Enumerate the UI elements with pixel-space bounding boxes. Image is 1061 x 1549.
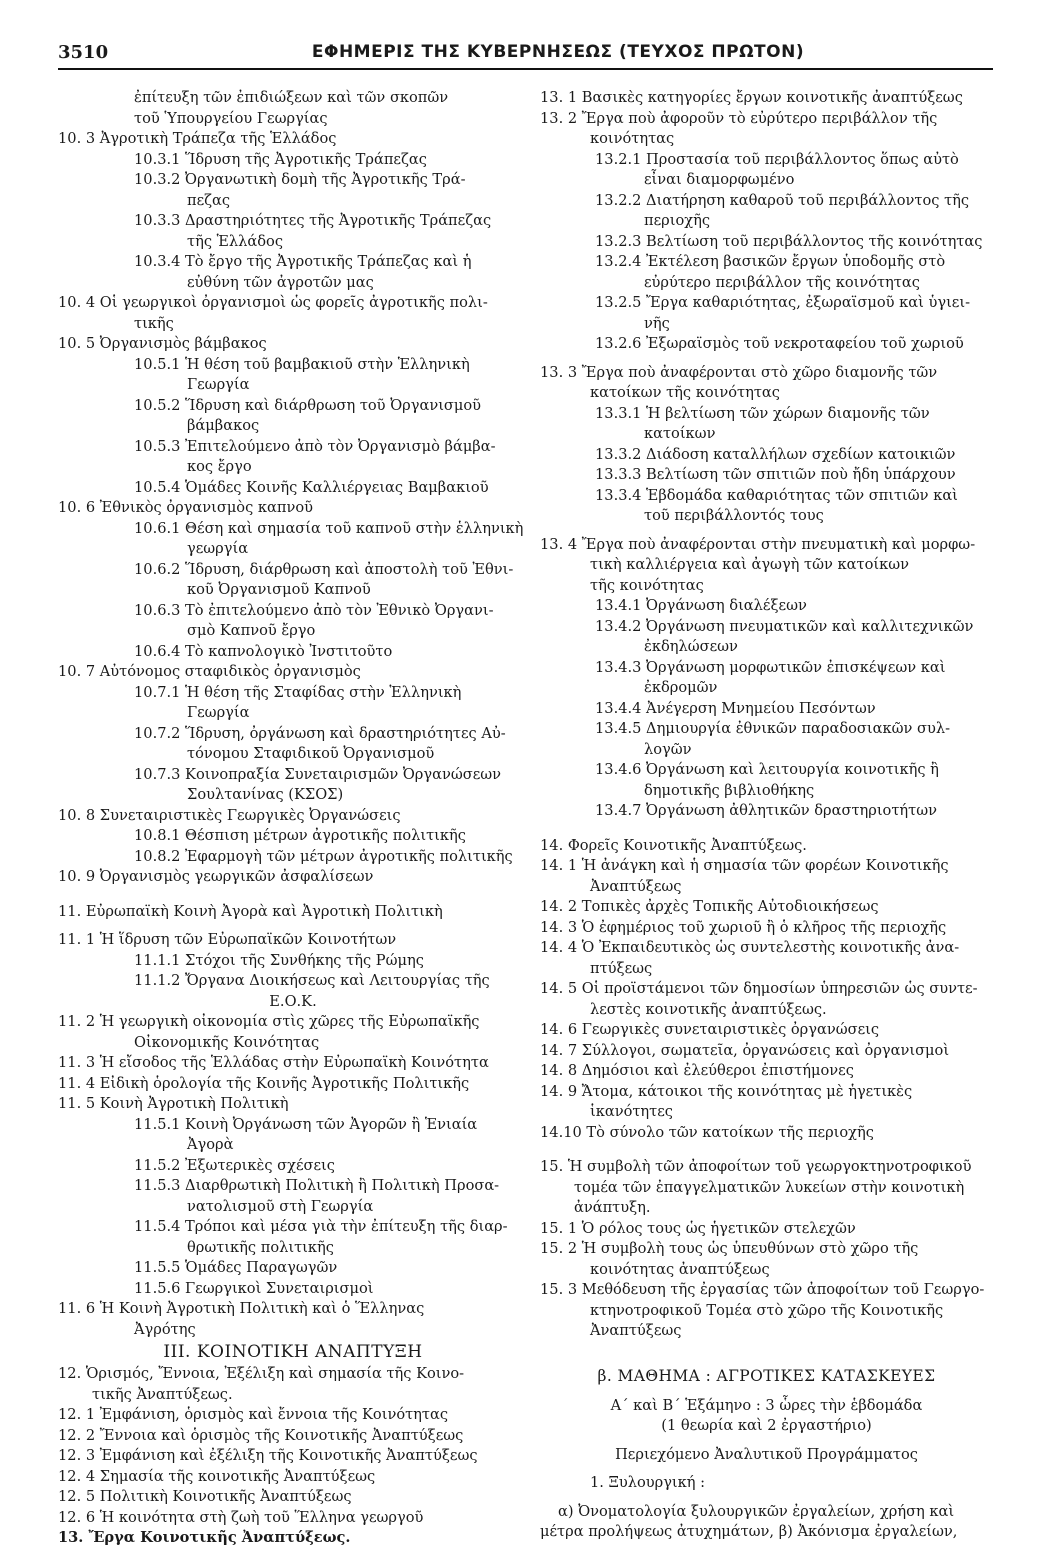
toc-line: 10. 6 Ἐθνικὸς ὀργανισμὸς καπνοῦ xyxy=(58,499,313,516)
toc-line: 10.6.2 Ἵδρυση, διάρθρωση καὶ ἀποστολὴ τοῦ Ἐθνι- xyxy=(134,560,514,578)
toc-line: 13.2.2 Διατήρηση καθαροῦ τοῦ περιβάλλοντος τῆς xyxy=(595,191,970,209)
toc-line: 14. 3 Ὁ ἐφημέριος τοῦ χωριοῦ ἢ ὁ κλῆρος τῆς περιοχῆς xyxy=(540,918,947,936)
running-title: ΕΦΗΜΕΡΙΣ ΤΗΣ ΚΥΒΕΡΝΗΣΕΩΣ (ΤΕΥΧΟΣ ΠΡΩΤΟΝ) xyxy=(311,42,805,62)
toc-line: 13.4.1 Ὀργάνωση διαλέξεων xyxy=(595,597,807,614)
toc-line: πτύξεως xyxy=(590,959,653,977)
toc-line: τῆς κοινότητας xyxy=(590,576,704,594)
toc-line: 10. 4 Οἱ γεωργικοὶ ὀργανισμοὶ ὡς φορεῖς ἀγροτικῆς πολι- xyxy=(58,294,488,311)
toc-line: 12. 3 Ἐμφάνιση καὶ ἐξέλιξη τῆς Κοινοτικῆς Ἀναπτύξεως xyxy=(58,1447,478,1464)
toc-line: εὐθύνη τῶν ἀγροτῶν μας xyxy=(187,273,374,291)
toc-line: 14. 7 Σύλλογοι, σωματεῖα, ὀργανώσεις καὶ ὀργανισμοὶ xyxy=(540,1041,950,1059)
syllabus-text: α) Ὀνοματολογία ξυλουργικῶν ἐργαλείων, χρήση καὶ xyxy=(558,1502,955,1520)
toc-line: 13.2.1 Προστασία τοῦ περιβάλλοντος ὅπως αὐτὸ xyxy=(595,150,959,168)
toc-line: 10. 5 Ὀργανισμὸς βάμβακος xyxy=(58,335,267,352)
toc-line: 13.4.5 Δημιουργία ἐθνικῶν παραδοσιακῶν συλ- xyxy=(595,720,951,737)
page-number: 3510 xyxy=(58,42,109,63)
toc-line: Γεωργία xyxy=(187,376,250,393)
toc-line: 13. 2 Ἔργα ποὺ ἀφοροῦν τὸ εὐρύτερο περιβάλλον τῆς xyxy=(540,109,938,127)
toc-line: 14.10 Τὸ σύνολο τῶν κατοίκων τῆς περιοχῆς xyxy=(540,1123,874,1141)
toc-line: ἀνάπτυξη. xyxy=(574,1199,651,1216)
toc-line: 10.3.3 Δραστηριότητες τῆς Ἀγροτικῆς Τράπεζας xyxy=(134,212,492,229)
toc-line: 14. 1 Ἡ ἀνάγκη καὶ ἡ σημασία τῶν φορέων Κοινοτικῆς xyxy=(540,857,949,874)
toc-line: 10.7.3 Κοινοπραξία Συνεταιρισμῶν Ὀργανώσεων xyxy=(134,765,502,783)
toc-line: 11. 1 Ἡ ἵδρυση τῶν Εὐρωπαϊκῶν Κοινοτήτων xyxy=(58,931,397,948)
toc-line: 13.4.6 Ὀργάνωση καὶ λειτουργία κοινοτικῆς ἢ xyxy=(595,761,939,778)
toc-line: τομέα τῶν ἐπαγγελματικῶν λυκείων στὴν κοινοτικὴ xyxy=(574,1178,965,1196)
toc-line: ἐπίτευξη τῶν ἐπιδιώξεων καὶ τῶν σκοπῶν xyxy=(134,89,449,106)
toc-line: 11.5.2 Ἐξωτερικὲς σχέσεις xyxy=(134,1156,335,1174)
toc-line: 10.5.3 Ἐπιτελούμενο ἀπὸ τὸν Ὀργανισμὸ βάμβα- xyxy=(134,437,496,455)
toc-line: 10.5.4 Ὁμάδες Κοινῆς Καλλιέργειας Βαμβακιοῦ xyxy=(134,478,489,496)
toc-line: 11. 2 Ἡ γεωργικὴ οἰκονομία στὶς χῶρες τῆς Εὐρωπαϊκῆς xyxy=(58,1013,480,1030)
toc-line: τῆς Ἑλλάδος xyxy=(187,232,284,250)
toc-line: νῆς xyxy=(644,314,670,332)
toc-line: θρωτικῆς πολιτικῆς xyxy=(187,1238,334,1256)
toc-line: 10. 3 Ἀγροτικὴ Τράπεζα τῆς Ἑλλάδος xyxy=(58,130,337,147)
toc-line: πεζας xyxy=(187,191,231,209)
toc-line: 13. 3 Ἔργα ποὺ ἀναφέρονται στὸ χῶρο διαμονῆς τῶν xyxy=(540,363,938,381)
toc-line: 12. 4 Σημασία τῆς κοινοτικῆς Ἀναπτύξεως xyxy=(58,1467,376,1485)
toc-line: 13.4.3 Ὀργάνωση μορφωτικῶν ἐπισκέψεων καὶ xyxy=(595,658,946,676)
toc-line: κοινότητας xyxy=(590,130,675,147)
toc-line: Σουλτανίνας (ΚΣΟΣ) xyxy=(187,786,344,803)
toc-line: γεωργία xyxy=(187,540,249,557)
toc-line: βάμβακος xyxy=(187,417,260,434)
toc-line: 11.5.6 Γεωργικοὶ Συνεταιρισμοὶ xyxy=(134,1279,374,1297)
toc-line: Γεωργία xyxy=(187,704,250,721)
toc-line: 15. 2 Ἡ συμβολὴ τους ὡς ὑπευθύνων στὸ χῶρο τῆς xyxy=(540,1240,919,1257)
toc-line: κατοίκων τῆς κοινότητας xyxy=(590,384,780,401)
toc-line: σμὸ Καπνοῦ ἔργο xyxy=(187,622,316,639)
toc-line: νατολισμοῦ στὴ Γεωργία xyxy=(187,1197,374,1215)
toc-line: 10. 9 Ὀργανισμὸς γεωργικῶν ἀσφαλίσεων xyxy=(58,868,374,885)
toc-line: 13.3.4 Ἑβδομάδα καθαριότητας τῶν σπιτιῶν καὶ xyxy=(595,486,958,504)
toc-line: 12. 2 Ἔννοια καὶ ὁρισμὸς τῆς Κοινοτικῆς Ἀναπτύξεως xyxy=(58,1426,464,1444)
toc-line: 10.6.3 Τὸ ἐπιτελούμενο ἀπὸ τὸν Ἐθνικὸ Ὀργανι- xyxy=(134,601,494,619)
toc-line: τικῆς Ἀναπτύξεως. xyxy=(92,1385,233,1403)
syllabus-item-heading: 1. Ξυλουργική : xyxy=(590,1474,706,1491)
toc-line: Ἀναπτύξεως xyxy=(590,877,682,895)
toc-line: κοινότητας ἀναπτύξεως xyxy=(590,1260,770,1278)
toc-line: ἐκδηλώσεων xyxy=(644,638,738,655)
toc-line: 11.1.2 Ὄργανα Διοικήσεως καὶ Λειτουργίας τῆς xyxy=(134,972,490,989)
toc-line: 12. 5 Πολιτικὴ Κοινοτικῆς Ἀναπτύξεως xyxy=(58,1488,352,1505)
syllabus-heading: Περιεχόμενο Ἀναλυτικοῦ Προγράμματος xyxy=(615,1445,918,1463)
toc-line: Ε.Ο.Κ. xyxy=(269,992,317,1010)
course-heading: β. ΜΑΘΗΜΑ : ΑΓΡΟΤΙΚΕΣ ΚΑΤΑΣΚΕΥΕΣ xyxy=(597,1366,936,1385)
toc-line: δημοτικῆς βιβλιοθήκης xyxy=(644,781,815,799)
toc-line: 10. 7 Αὐτόνομος σταφιδικὸς ὀργανισμὸς xyxy=(58,663,361,680)
toc-line: 15. 1 Ὁ ρόλος τους ὡς ἡγετικῶν στελεχῶν xyxy=(540,1219,856,1237)
toc-line: 10.7.2 Ἵδρυση, ὀργάνωση καὶ δραστηριότητες Αὐ- xyxy=(134,724,506,742)
toc-line: λεστὲς κοινοτικῆς ἀναπτύξεως. xyxy=(590,1000,827,1018)
toc-line: 13. Ἔργα Κοινοτικῆς Ἀναπτύξεως. xyxy=(58,1529,351,1546)
toc-line: 13.3.2 Διάδοση καταλλήλων σχεδίων κατοικιῶν xyxy=(595,445,956,463)
toc-line: 15. 3 Μεθόδευση τῆς ἐργασίας τῶν ἀποφοίτων τοῦ Γεωργο- xyxy=(540,1281,985,1298)
toc-line: Ἀναπτύξεως xyxy=(590,1322,682,1339)
right-column xyxy=(540,88,993,1543)
toc-line: 10. 8 Συνεταιριστικὲς Γεωργικὲς Ὀργανώσεις xyxy=(58,806,401,824)
toc-line: 10.7.1 Ἡ θέση τῆς Σταφίδας στὴν Ἑλληνικὴ xyxy=(134,683,462,701)
toc-line: 13.2.6 Ἐξωραϊσμὸς τοῦ νεκροταφείου τοῦ χωριοῦ xyxy=(595,335,964,352)
toc-line: εὐρύτερο περιβάλλον τῆς κοινότητας xyxy=(644,273,920,291)
toc-line: 11. 6 Ἡ Κοινὴ Ἀγροτικὴ Πολιτικὴ καὶ ὁ Ἕλληνας xyxy=(58,1300,425,1317)
left-column xyxy=(58,88,528,1549)
toc-line: τικῆς xyxy=(134,314,174,332)
syllabus-text: μέτρα προλήψεως ἀτυχημάτων, β) Ἀκόνισμα ἐργαλείων, xyxy=(540,1523,958,1540)
toc-line: 11.5.3 Διαρθρωτικὴ Πολιτικὴ ἢ Πολιτικὴ Προσα- xyxy=(134,1177,500,1194)
toc-line: 10.5.1 Ἡ θέση τοῦ βαμβακιοῦ στὴν Ἑλληνικὴ xyxy=(134,355,470,373)
toc-line: 12. 6 Ἡ κοινότητα στὴ ζωὴ τοῦ Ἕλληνα γεωργοῦ xyxy=(58,1508,424,1526)
toc-line: 13. 1 Βασικὲς κατηγορίες ἔργων κοινοτικῆς ἀναπτύξεως xyxy=(540,89,963,106)
toc-line: 10.3.1 Ἵδρυση τῆς Ἀγροτικῆς Τράπεζας xyxy=(134,150,427,168)
toc-line: 14. 8 Δημόσιοι καὶ ἐλεύθεροι ἐπιστήμονες xyxy=(540,1062,854,1079)
toc-line: 11. 5 Κοινὴ Ἀγροτικὴ Πολιτικὴ xyxy=(58,1095,289,1112)
toc-line: 11.5.4 Τρόποι καὶ μέσα γιὰ τὴν ἐπίτευξη τῆς διαρ- xyxy=(134,1218,508,1235)
toc-line: 11. 3 Ἡ εἴσοδος τῆς Ἑλλάδας στὴν Εὐρωπαϊκὴ Κοινότητα xyxy=(58,1054,489,1071)
toc-line: 10.3.2 Ὀργανωτικὴ δομὴ τῆς Ἀγροτικῆς Τρά- xyxy=(134,171,466,188)
toc-line: 11. Εὐρωπαϊκὴ Κοινὴ Ἀγορὰ καὶ Ἀγροτικὴ Πολιτικὴ xyxy=(58,902,443,920)
toc-line: 13.3.3 Βελτίωση τῶν σπιτιῶν ποὺ ἤδη ὑπάρχουν xyxy=(595,466,956,483)
toc-line: 13.4.4 Ἀνέγερση Μνημείου Πεσόντων xyxy=(595,699,876,717)
toc-line: 10.3.4 Τὸ ἔργο τῆς Ἀγροτικῆς Τράπεζας καὶ ἡ xyxy=(134,253,472,270)
toc-line: 10.5.2 Ἵδρυση καὶ διάρθρωση τοῦ Ὀργανισμοῦ xyxy=(134,396,482,414)
toc-line: εἶναι διαμορφωμένο xyxy=(644,171,795,188)
toc-line: 12. 1 Ἐμφάνιση, ὁρισμὸς καὶ ἔννοια τῆς Κοινότητας xyxy=(58,1406,449,1423)
toc-line: τοῦ Ὑπουργείου Γεωργίας xyxy=(134,109,328,127)
course-schedule-detail: (1 θεωρία καὶ 2 ἐργαστήριο) xyxy=(661,1417,872,1434)
toc-line: ἐκδρομῶν xyxy=(644,679,718,696)
toc-line: τοῦ περιβάλλοντός τους xyxy=(644,507,824,524)
toc-line: περιοχῆς xyxy=(644,212,710,229)
toc-line: 14. 9 Ἄτομα, κάτοικοι τῆς κοινότητας μὲ ἡγετικὲς xyxy=(540,1082,913,1100)
toc-line: ἱκανότητες xyxy=(590,1103,673,1120)
course-schedule: Α΄ καὶ Β΄ Ἑξάμηνο : 3 ὧρες τὴν ἑβδομάδα xyxy=(610,1396,923,1414)
toc-line: 14. Φορεῖς Κοινοτικῆς Ἀναπτύξεως. xyxy=(540,836,807,854)
toc-line: 14. 2 Τοπικὲς ἀρχὲς Τοπικῆς Αὐτοδιοικήσεως xyxy=(540,898,879,915)
toc-line: κος ἔργο xyxy=(187,458,252,475)
toc-line: Ἀγορὰ xyxy=(187,1136,234,1153)
toc-line: κατοίκων xyxy=(644,425,716,442)
toc-line: 12. Ὁρισμός, Ἔννοια, Ἐξέλιξη καὶ σημασία τῆς Κοινο- xyxy=(58,1365,465,1382)
toc-line: Οἰκονομικῆς Κοινότητας xyxy=(134,1033,320,1051)
toc-line: 11.5.1 Κοινὴ Ὀργάνωση τῶν Ἀγορῶν ἢ Ἑνιαία xyxy=(134,1115,478,1133)
toc-line: 10.8.2 Ἐφαρμογὴ τῶν μέτρων ἀγροτικῆς πολιτικῆς xyxy=(134,847,513,865)
toc-line: 11.1.1 Στόχοι τῆς Συνθήκης τῆς Ρώμης xyxy=(134,951,424,969)
toc-line: 14. 4 Ὁ Ἐκπαιδευτικὸς ὡς συντελεστὴς κοινοτικῆς ἀνα- xyxy=(540,939,960,956)
toc-line: 11. 4 Εἰδικὴ ὁρολογία τῆς Κοινῆς Ἀγροτικῆς Πολιτικῆς xyxy=(58,1074,470,1092)
toc-line: 13.2.5 Ἔργα καθαριότητας, ἐξωραϊσμοῦ καὶ ὑγιει- xyxy=(595,294,971,311)
toc-line: 10.8.1 Θέσπιση μέτρων ἀγροτικῆς πολιτικῆς xyxy=(134,827,466,844)
toc-line: 13.2.3 Βελτίωση τοῦ περιβάλλοντος τῆς κοινότητας xyxy=(595,232,983,250)
toc-line: 14. 6 Γεωργικὲς συνεταιριστικὲς ὀργανώσεις xyxy=(540,1021,880,1038)
toc-line: 10.6.4 Τὸ καπνολογικὸ Ἰνστιτοῦτο xyxy=(134,642,393,660)
page-header xyxy=(58,40,993,70)
toc-line: κτηνοτροφικοῦ Τομέα στὸ χῶρο τῆς Κοινοτικῆς xyxy=(590,1301,944,1319)
section-heading-iii: III. ΚΟΙΝΟΤΙΚΗ ΑΝΑΠΤΥΞΗ xyxy=(163,1342,423,1362)
toc-line: 10.6.1 Θέση καὶ σημασία τοῦ καπνοῦ στὴν ἑλληνικὴ xyxy=(134,519,524,537)
toc-line: λογῶν xyxy=(644,740,692,758)
toc-line: κοῦ Ὀργανισμοῦ Καπνοῦ xyxy=(187,581,371,598)
toc-line: 13. 4 Ἔργα ποὺ ἀναφέρονται στὴν πνευματικὴ καὶ μορφω- xyxy=(540,535,976,553)
toc-line: 14. 5 Οἱ προϊστάμενοι τῶν δημοσίων ὑπηρεσιῶν ὡς συντε- xyxy=(540,980,978,997)
toc-line: 11.5.5 Ὁμάδες Παραγωγῶν xyxy=(134,1259,338,1276)
toc-line: 13.4.2 Ὀργάνωση πνευματικῶν καὶ καλλιτεχνικῶν xyxy=(595,617,974,635)
toc-line: Ἀγρότης xyxy=(134,1320,196,1338)
toc-line: 13.4.7 Ὀργάνωση ἀθλητικῶν δραστηριοτήτων xyxy=(595,802,938,819)
toc-line: 15. Ἡ συμβολὴ τῶν ἀποφοίτων τοῦ γεωργοκτηνοτροφικοῦ xyxy=(540,1158,972,1175)
toc-line: 13.3.1 Ἡ βελτίωση τῶν χώρων διαμονῆς τῶν xyxy=(595,404,930,422)
toc-line: 13.2.4 Ἐκτέλεση βασικῶν ἔργων ὑποδομῆς στὸ xyxy=(595,253,946,270)
toc-line: τικὴ καλλιέργεια καὶ ἀγωγὴ τῶν κατοίκων xyxy=(590,556,909,573)
toc-line: τόνομου Σταφιδικοῦ Ὀργανισμοῦ xyxy=(187,745,435,762)
